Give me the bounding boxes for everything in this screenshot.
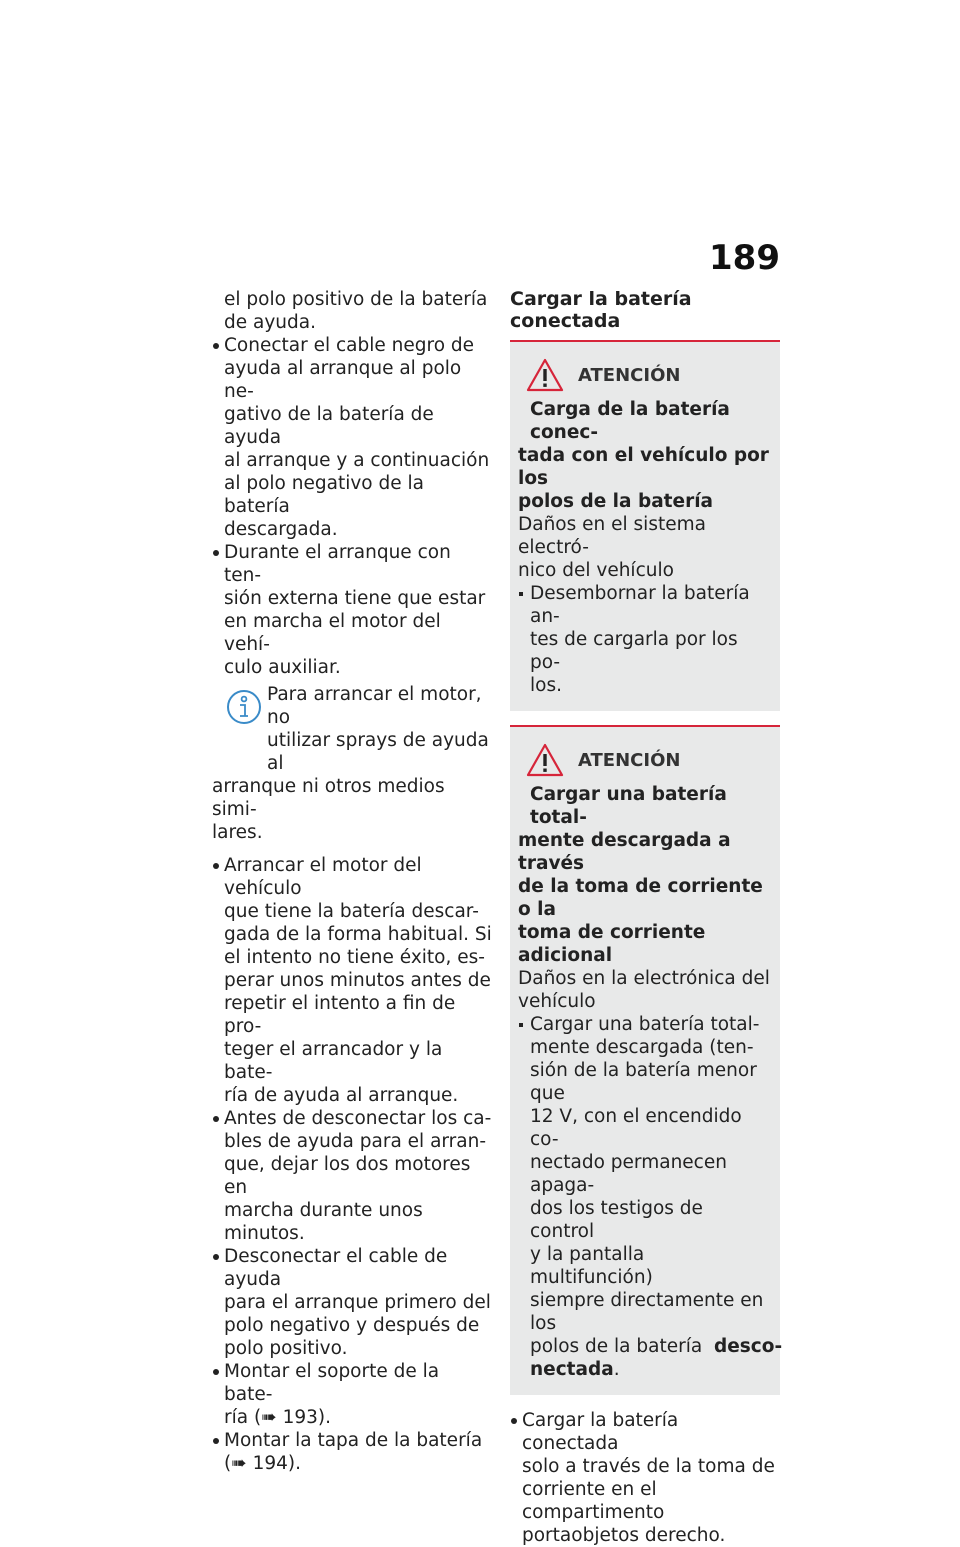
text-line: mente descargada (ten- xyxy=(530,1037,754,1058)
text-line: toma de corriente adicional xyxy=(518,922,706,966)
text-line: culo auxiliar. xyxy=(224,657,341,678)
warning-triangle-icon xyxy=(526,358,564,392)
list-item xyxy=(510,1409,780,1547)
section-title: Cargar la batería conectada xyxy=(510,288,780,342)
text-line: Cargar la batería conectada xyxy=(522,1410,679,1454)
text-line: Desconectar el cable de ayuda xyxy=(224,1246,448,1290)
list-item xyxy=(212,1245,492,1360)
text-line: Desembornar la batería an- xyxy=(530,583,750,627)
list-item xyxy=(212,854,492,1107)
text-line: Cargar una batería total- xyxy=(530,784,727,828)
text-line: descargada. xyxy=(224,519,338,540)
text-line: que, dejar los dos motores en xyxy=(224,1154,471,1198)
text-line: lares. xyxy=(212,822,263,843)
warning-body xyxy=(518,513,772,582)
text-line: que tiene la batería descar- xyxy=(224,901,479,922)
warning-subtitle xyxy=(518,783,772,967)
text-line: 12 V, con el encendido co- xyxy=(530,1106,742,1150)
continued-paragraph xyxy=(212,288,492,334)
text-line: dos los testigos de control xyxy=(530,1198,703,1242)
warning-title: ATENCIÓN xyxy=(578,749,681,771)
text-line: Montar la tapa de la batería xyxy=(224,1430,483,1451)
emphasis-text: desco- xyxy=(713,1336,783,1357)
text-line: nico del vehículo xyxy=(518,560,674,581)
text-line: y la pantalla multifunción) xyxy=(530,1244,653,1288)
text-line: Montar el soporte de la bate- xyxy=(224,1361,440,1405)
text-line: tada con el vehículo por los xyxy=(518,445,769,489)
list-item xyxy=(212,1429,492,1475)
text-line: ría de ayuda al arranque. xyxy=(224,1085,459,1106)
warning-subtitle xyxy=(518,398,772,513)
text-line: utilizar sprays de ayuda al xyxy=(267,730,489,774)
text-line: Para arrancar el motor, no xyxy=(267,684,482,728)
text-line: repetir el intento a fin de pro- xyxy=(224,993,456,1037)
page-reference[interactable]: 194). xyxy=(246,1453,302,1474)
text-line: Conectar el cable negro de xyxy=(224,335,475,356)
text-line xyxy=(530,1358,772,1381)
text-line: perar unos minutos antes de xyxy=(224,970,491,991)
text-line: en marcha el motor del vehí- xyxy=(224,611,441,655)
text-line: arranque ni otros medios simi- xyxy=(212,776,445,820)
text-line: polos de la batería xyxy=(518,491,714,512)
warning-triangle-icon xyxy=(526,743,564,777)
text-line: corriente en el compartimento xyxy=(522,1479,665,1523)
text-line: nectado permanecen apaga- xyxy=(530,1152,727,1196)
warning-list-item xyxy=(518,582,772,697)
text-line: Durante el arranque con ten- xyxy=(224,542,451,586)
text-line xyxy=(224,1452,492,1475)
text-line: al arranque y a continuación xyxy=(224,450,490,471)
text-line: Antes de desconectar los ca- xyxy=(224,1108,492,1129)
text-line: portaobjetos derecho. xyxy=(522,1525,726,1546)
text-fragment: . xyxy=(613,1359,620,1380)
warning-box xyxy=(510,342,780,711)
text-line: al polo negativo de la batería xyxy=(224,473,424,517)
text-line: siempre directamente en los xyxy=(530,1290,764,1334)
warning-body xyxy=(518,967,772,1013)
text-line: de ayuda. xyxy=(224,312,316,333)
text-line: sión externa tiene que estar xyxy=(224,588,486,609)
text-line: Arrancar el motor del vehículo xyxy=(224,855,422,899)
text-line: Cargar una batería total- xyxy=(530,1014,760,1035)
warning-header xyxy=(526,743,772,777)
warning-box xyxy=(510,725,783,1395)
text-line xyxy=(530,1335,783,1358)
text-line: Daños en el sistema electró- xyxy=(518,514,706,558)
text-fragment: ( xyxy=(224,1453,232,1474)
text-line: gada de la forma habitual. Si xyxy=(224,924,492,945)
list-item xyxy=(212,541,492,679)
text-fragment: ría ( xyxy=(224,1407,262,1428)
warning-header xyxy=(526,358,772,392)
text-line: polo negativo y después de xyxy=(224,1315,480,1336)
text-line xyxy=(224,1406,492,1429)
text-fragment: polos de la batería xyxy=(530,1336,714,1357)
right-column xyxy=(510,288,783,1547)
emphasis-text: nectada xyxy=(530,1359,614,1380)
text-line: bles de ayuda para el arran- xyxy=(224,1131,487,1152)
list-item xyxy=(212,1107,492,1245)
page-number: 189 xyxy=(709,238,780,278)
text-line: mente descargada a través xyxy=(518,830,731,874)
text-line: solo a través de la toma de xyxy=(522,1456,775,1477)
text-line: el intento no tiene éxito, es- xyxy=(224,947,485,968)
text-line: para el arranque primero del xyxy=(224,1292,491,1313)
text-line: marcha durante unos minutos. xyxy=(224,1200,423,1244)
arrow-right-icon: ➠ xyxy=(261,1407,277,1428)
text-line: teger el arrancador y la bate- xyxy=(224,1039,443,1083)
list-item xyxy=(212,334,492,541)
text-line: de la toma de corriente o la xyxy=(518,876,763,920)
text-line: Daños en la electrónica del xyxy=(518,968,770,989)
arrow-right-icon: ➠ xyxy=(231,1453,247,1474)
text-line: sión de la batería menor que xyxy=(530,1060,757,1104)
text-line: Carga de la batería conec- xyxy=(530,399,730,443)
info-icon xyxy=(226,689,262,725)
left-column xyxy=(212,288,492,1475)
list-item xyxy=(212,1360,492,1429)
text-line: tes de cargarla por los po- xyxy=(530,629,738,673)
text-line: el polo positivo de la batería xyxy=(224,289,488,310)
text-line: polo positivo. xyxy=(224,1338,348,1359)
warning-title: ATENCIÓN xyxy=(578,364,681,386)
text-line: vehículo xyxy=(518,991,596,1012)
page-reference[interactable]: 193). xyxy=(276,1407,331,1428)
info-note xyxy=(212,683,492,844)
text-line: los. xyxy=(530,675,562,696)
text-line: ayuda al arranque al polo ne- xyxy=(224,358,462,402)
text-line: gativo de la batería de ayuda xyxy=(224,404,434,448)
warning-list-item xyxy=(518,1013,783,1381)
